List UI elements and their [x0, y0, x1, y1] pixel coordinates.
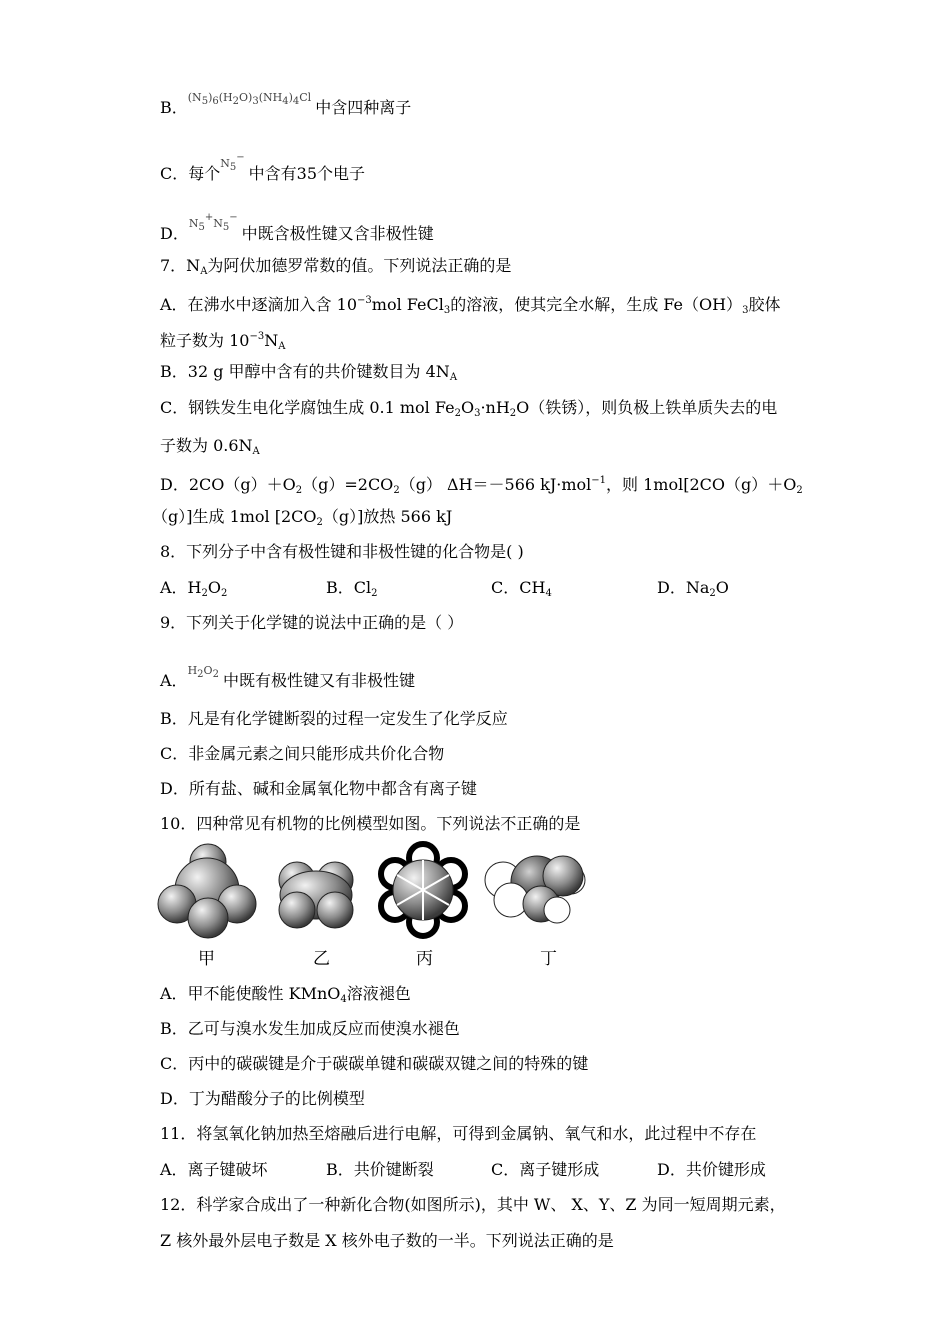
q10-option-d: D．丁为醋酸分子的比例模型 — [160, 1089, 365, 1108]
q10-stem: 10．四种常见有机物的比例模型如图。下列说法不正确的是 — [160, 814, 581, 833]
q7-option-d-line1: D．$2CO(g)+O_2(g)=2CO_2(g)$ ΔH＝－566 kJ·mol$^{-1}$，则 $1mol[2CO(g)+O_2$ — [160, 475, 803, 496]
q7-option-a-line2: 粒子数为 $10^{-3}N_A$ — [160, 331, 286, 352]
acetic-acid-model — [485, 856, 585, 923]
q12-stem-line1: 12．科学家合成出了一种新化合物(如图所示)，其中 W、 X、Y、Z 为同一短周期元素， — [160, 1195, 786, 1214]
formula-image-h2o2: H2O2 — [187, 664, 219, 680]
figure-label-bing: 丙 — [416, 949, 433, 969]
option-text: 中既含极性键又含非极性键 — [241, 224, 434, 243]
methane-model — [158, 844, 256, 938]
figure-label-jia: 甲 — [198, 949, 215, 969]
figure-label-yi: 乙 — [313, 949, 330, 969]
benzene-model — [381, 844, 465, 936]
q10-option-c: C．丙中的碳碳键是介于碳碳单键和碳碳双键之间的特殊的键 — [160, 1054, 589, 1073]
option-label: C．每个 — [160, 164, 221, 183]
q7-stem: 7．$N_A$为阿伏加德罗常数的值。下列说法正确的是 — [160, 256, 512, 277]
molecular-models-figure — [155, 840, 595, 940]
formula-image-n5n5: N5+N5− — [188, 212, 238, 233]
q7-option-c-line1: C．钢铁发生电化学腐蚀生成 0.1 mol $Fe_2O_3\cdot nH_2O$（铁锈），则负极上铁单质失去的电 — [160, 398, 778, 419]
q8-option-a: A．$H_2O_2$ — [160, 578, 228, 599]
option-text: 中含有35个电子 — [248, 164, 366, 183]
q9-option-b: B．凡是有化学键断裂的过程一定发生了化学反应 — [160, 709, 508, 728]
formula-image-n5-complex: (N5)6(H2O)3(NH4)4Cl — [187, 91, 312, 107]
option-label: D． — [160, 224, 189, 243]
q11-option-c: C．离子键形成 — [491, 1160, 600, 1179]
q9-option-a: A．H2O2 中既有极性键又有非极性键 — [160, 661, 415, 691]
q8-option-b: B．$Cl_2$ — [326, 578, 378, 599]
q7-option-d-line2: （g）]生成 1mol $[2CO_2(g)]$放热 566 kJ — [152, 507, 453, 528]
q11-stem: 11．将氢氧化钠加热至熔融后进行电解，可得到金属钠、氧气和水，此过程中不存在 — [160, 1124, 757, 1143]
q6-option-b — [160, 88, 411, 118]
q11-option-b: B．共价键断裂 — [326, 1160, 434, 1179]
option-text: 中含四种离子 — [315, 98, 412, 117]
figure-label-ding: 丁 — [540, 949, 557, 969]
option-label: B． — [160, 98, 188, 117]
q8-stem: 8．下列分子中含有极性键和非极性键的化合物是( ) — [160, 542, 524, 561]
q7-option-a-line1: A．在沸水中逐滴加入含 $10^{-3}mol$ FeCl$_3$的溶液，使其完全水解，生成 $Fe(OH)_3$胶体 — [160, 295, 781, 316]
q9-stem: 9．下列关于化学键的说法中正确的是（ ） — [160, 613, 464, 632]
q7-option-c-line2: 子数为 $0.6N_A$ — [160, 436, 260, 457]
q10-option-b: B．乙可与溴水发生加成反应而使溴水褪色 — [160, 1019, 460, 1038]
q8-option-d: D．$Na_2O$ — [657, 578, 729, 599]
ethylene-model — [279, 862, 353, 928]
formula-image-n5-anion: N5− — [220, 152, 245, 173]
q9-option-d: D．所有盐、碱和金属氧化物中都含有离子键 — [160, 779, 477, 798]
q11-option-a: A．离子键破坏 — [160, 1160, 268, 1179]
q11-option-d: D．共价键形成 — [657, 1160, 766, 1179]
q6-option-c — [160, 148, 365, 184]
q7-option-b: B．32 g 甲醇中含有的共价键数目为 $4N_A$ — [160, 362, 458, 383]
q8-option-c: C．$CH_4$ — [491, 578, 552, 599]
q12-stem-line2: Z 核外最外层电子数是 X 核外电子数的一半。下列说法正确的是 — [160, 1231, 614, 1250]
q9-option-c: C．非金属元素之间只能形成共价化合物 — [160, 744, 445, 763]
q10-option-a: A．甲不能使酸性 KMnO$_4$溶液褪色 — [160, 984, 411, 1005]
q6-option-d — [160, 208, 434, 244]
